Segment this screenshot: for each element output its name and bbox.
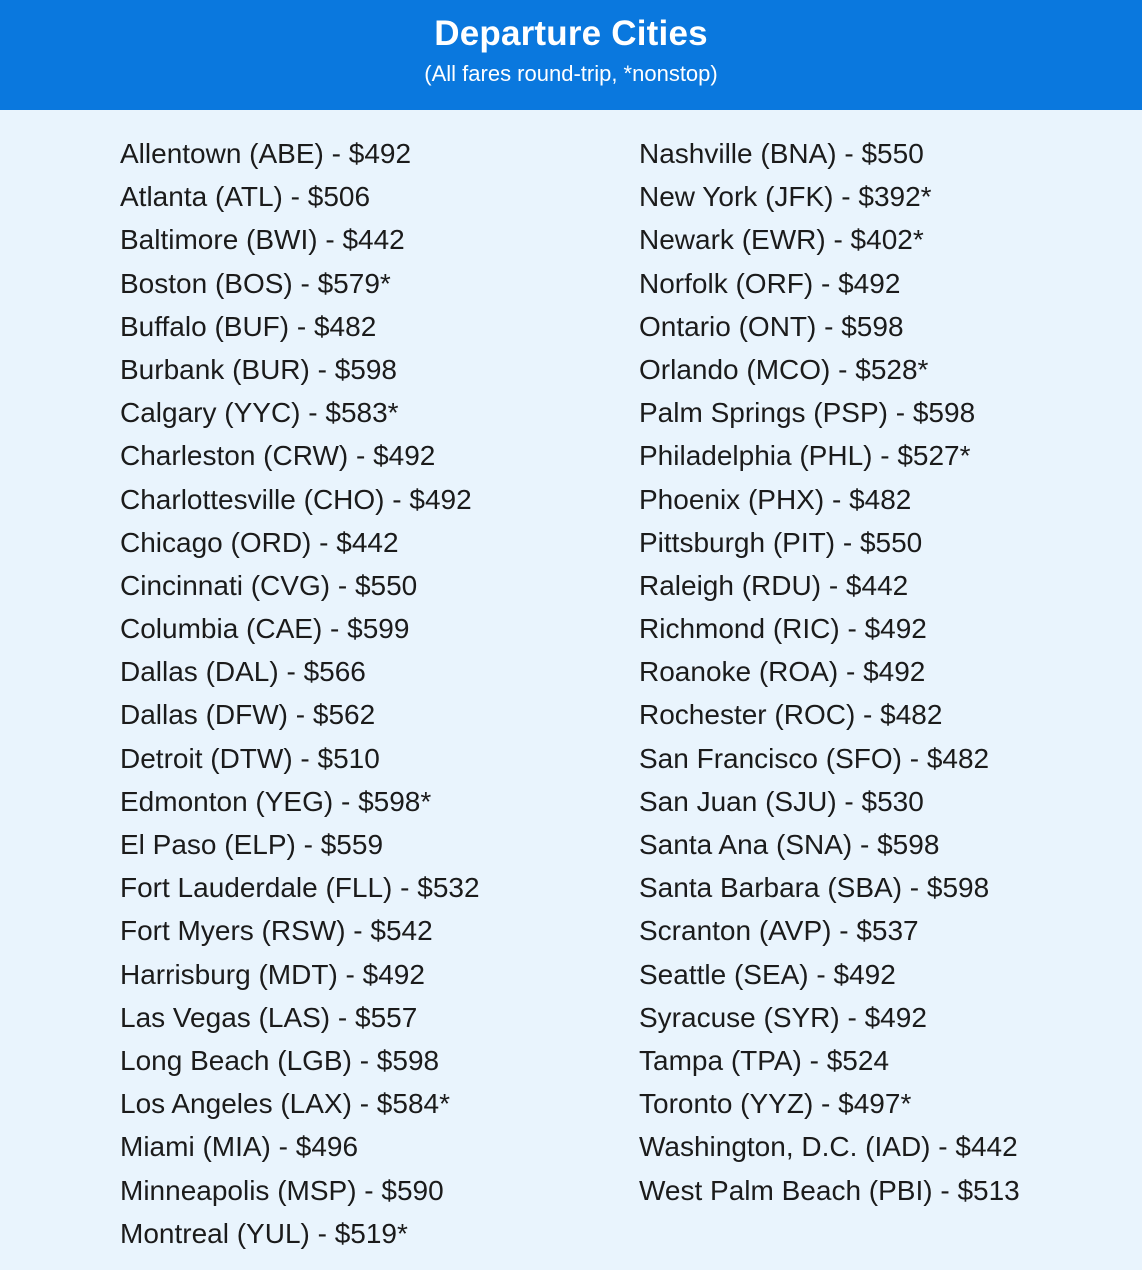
city-fare-item: Orlando (MCO) - $528* <box>639 353 929 385</box>
city-fare-item: El Paso (ELP) - $559 <box>120 829 384 860</box>
city-fare-item: Philadelphia (PHL) - $527* <box>639 440 971 472</box>
city-fare-item: Calgary (YYC) - $583* <box>120 397 399 429</box>
city-fare-item: Santa Barbara (SBA) - $598 <box>639 872 990 904</box>
city-fare-item: Burbank (BUR) - $598 <box>120 353 398 385</box>
city-fare-item: Nashville (BNA) - $550 <box>639 138 924 169</box>
city-fare-item: Charleston (CRW) - $492 <box>120 440 436 472</box>
city-fare-item: Long Beach (LGB) - $598 <box>120 1044 440 1076</box>
left-city-column <box>120 132 480 1255</box>
city-fare-item: Toronto (YYZ) - $497* <box>639 1088 912 1120</box>
city-fare-item: Baltimore (BWI) - $442 <box>120 224 405 256</box>
city-fare-item: Norfolk (ORF) - $492 <box>639 267 901 299</box>
city-fare-item: Fort Myers (RSW) - $542 <box>120 915 433 947</box>
city-fare-item: Roanoke (ROA) - $492 <box>639 656 926 688</box>
city-fare-item: San Francisco (SFO) - $482 <box>639 742 990 774</box>
page-subtitle: (All fares round-trip, *nonstop) <box>424 61 718 86</box>
city-fare-item: Chicago (ORD) - $442 <box>120 526 399 558</box>
city-fare-item: Seattle (SEA) - $492 <box>639 958 896 990</box>
city-fare-item: Phoenix (PHX) - $482 <box>639 483 912 515</box>
city-fare-item: Columbia (CAE) - $599 <box>120 613 410 645</box>
city-fare-item: Allentown (ABE) - $492 <box>120 138 412 169</box>
city-fare-item: Charlottesville (CHO) - $492 <box>120 483 472 515</box>
header-banner <box>0 0 1142 110</box>
city-fare-item: New York (JFK) - $392* <box>639 181 932 213</box>
city-fare-item: San Juan (SJU) - $530 <box>639 785 924 817</box>
city-fare-item: Dallas (DFW) - $562 <box>120 699 376 731</box>
city-fare-item: Edmonton (YEG) - $598* <box>120 785 432 817</box>
city-fare-item: West Palm Beach (PBI) - $513 <box>639 1174 1020 1206</box>
right-city-column <box>639 132 1020 1212</box>
city-fare-item: Cincinnati (CVG) - $550 <box>120 569 418 601</box>
city-fare-item: Minneapolis (MSP) - $590 <box>120 1174 444 1206</box>
city-fare-item: Dallas (DAL) - $566 <box>120 656 366 688</box>
city-fare-item: Boston (BOS) - $579* <box>120 267 391 299</box>
city-fare-item: Montreal (YUL) - $519* <box>120 1217 408 1249</box>
city-fare-item: Atlanta (ATL) - $506 <box>120 181 371 213</box>
page-title: Departure Cities <box>434 14 708 53</box>
city-fare-item: Raleigh (RDU) - $442 <box>639 569 909 601</box>
city-fare-item: Ontario (ONT) - $598 <box>639 310 904 342</box>
city-fare-item: Rochester (ROC) - $482 <box>639 699 943 731</box>
city-fare-item: Fort Lauderdale (FLL) - $532 <box>120 872 480 904</box>
city-fare-list <box>0 110 1142 1270</box>
city-fare-item: Newark (EWR) - $402* <box>639 224 924 256</box>
city-fare-item: Syracuse (SYR) - $492 <box>639 1001 927 1033</box>
city-fare-item: Palm Springs (PSP) - $598 <box>639 397 976 429</box>
city-fare-item: Santa Ana (SNA) - $598 <box>639 829 940 860</box>
city-fare-item: Las Vegas (LAS) - $557 <box>120 1001 418 1033</box>
city-fare-item: Tampa (TPA) - $524 <box>639 1044 890 1076</box>
city-fare-item: Richmond (RIC) - $492 <box>639 613 927 645</box>
city-fare-item: Scranton (AVP) - $537 <box>639 915 919 947</box>
city-fare-item: Washington, D.C. (IAD) - $442 <box>639 1131 1018 1163</box>
city-fare-item: Buffalo (BUF) - $482 <box>120 310 377 342</box>
city-fare-item: Detroit (DTW) - $510 <box>120 742 380 774</box>
city-fare-item: Harrisburg (MDT) - $492 <box>120 958 425 990</box>
city-fare-item: Pittsburgh (PIT) - $550 <box>639 526 923 558</box>
city-fare-item: Miami (MIA) - $496 <box>120 1131 359 1163</box>
city-fare-item: Los Angeles (LAX) - $584* <box>120 1088 450 1120</box>
